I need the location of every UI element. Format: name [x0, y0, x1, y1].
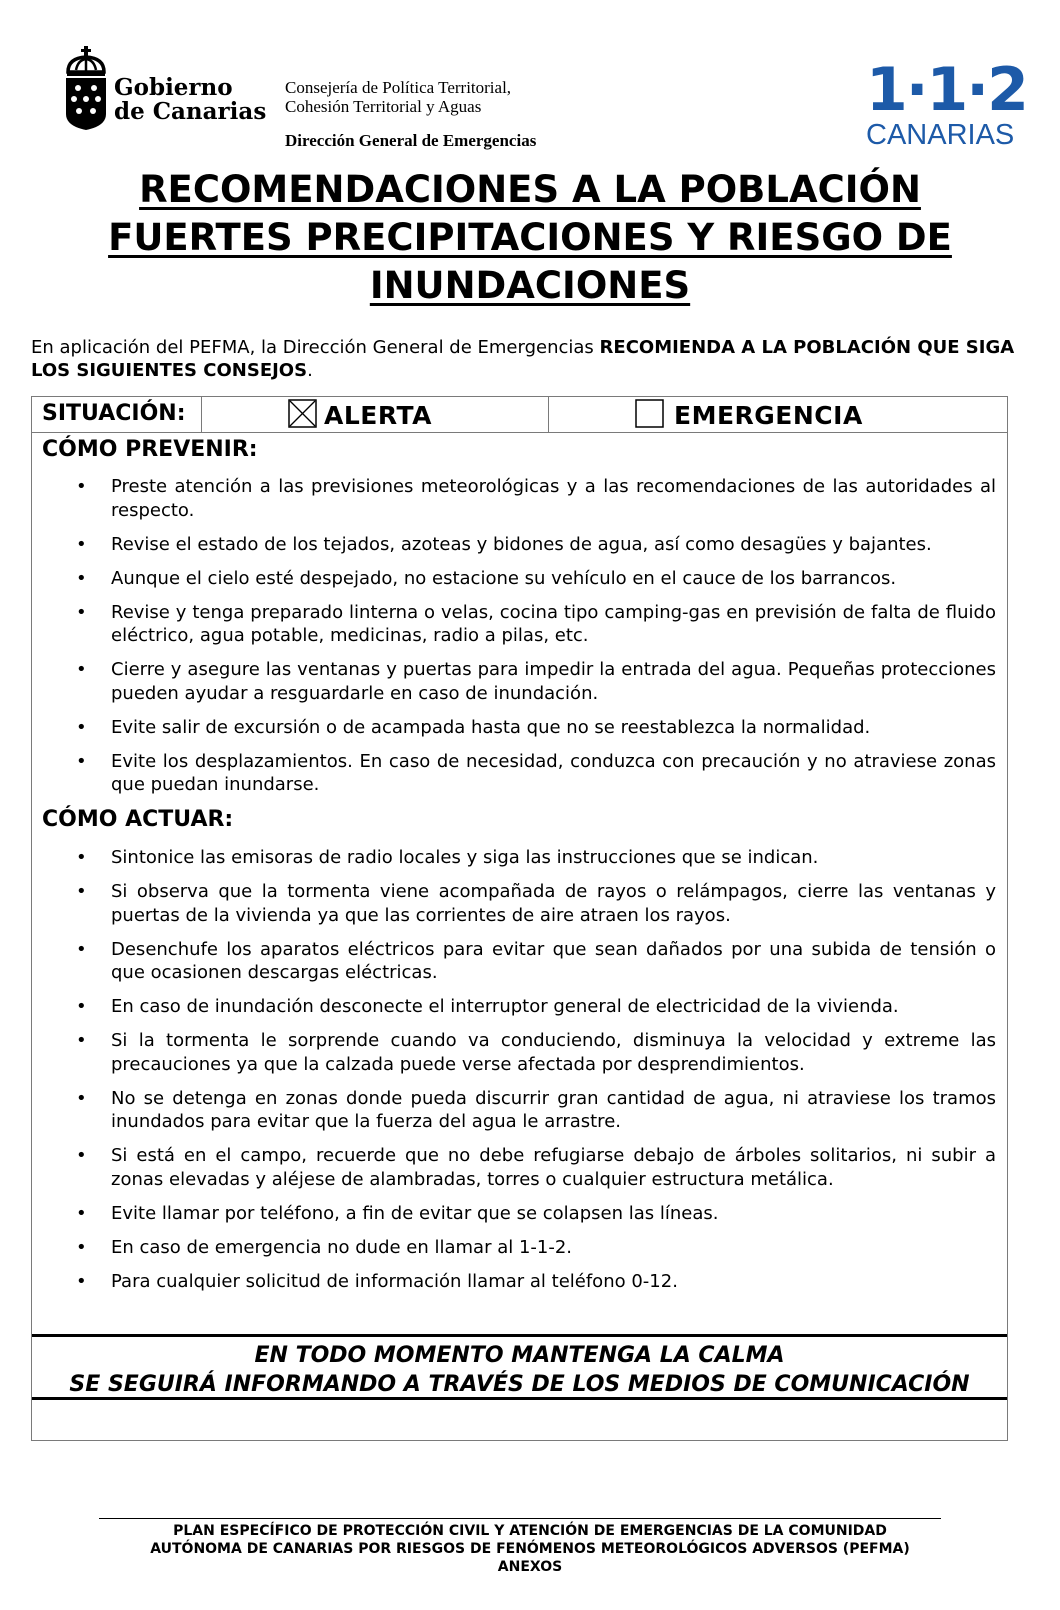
list-item: • Revise el estado de los tejados, azoteas y bidones de agua, así como desagües y bajantes.	[32, 533, 1007, 557]
title-line3: INUNDACIONES	[369, 264, 691, 307]
logo-112	[866, 55, 1027, 151]
page-footer	[60, 1522, 1000, 1576]
list-item: • Para cualquier solicitud de información llamar al teléfono 0-12.	[32, 1270, 1007, 1294]
list-item: • Evite salir de excursión o de acampada hasta que no se reestablezca la normalidad.	[32, 716, 1007, 740]
intro-normal: En aplicación del PEFMA, la Dirección General de Emergencias	[31, 337, 600, 358]
actuar-title: CÓMO ACTUAR:	[42, 807, 234, 832]
list-item: • Preste atención a las previsiones meteorológicas y a las recomendaciones de las autoridades al respecto.	[32, 475, 1007, 522]
prevenir-title: CÓMO PREVENIR:	[42, 437, 258, 462]
list-item: • Evite llamar por teléfono, a fin de evitar que se colapsen las líneas.	[32, 1202, 1007, 1226]
list-item: • Revise y tenga preparado linterna o velas, cocina tipo camping-gas en previsión de falta de fluido eléctrico, agua potable, medicinas, radio a pilas, etc.	[32, 601, 1007, 648]
recommendations-box	[31, 396, 1008, 1441]
actuar-list	[32, 846, 1007, 1293]
calm-line1: EN TODO MOMENTO MANTENGA LA CALMA	[254, 1343, 785, 1368]
situation-label-cell	[32, 397, 202, 432]
emergencia-checkbox[interactable]	[635, 399, 664, 428]
page-title	[40, 166, 1020, 310]
direccion-text: Dirección General de Emergencias	[285, 131, 537, 150]
consejeria-line2: Cohesión Territorial y Aguas	[285, 97, 482, 116]
intro-end: .	[307, 360, 313, 381]
list-item: • Evite los desplazamientos. En caso de necesidad, conduzca con precaución y no atraviese zonas que puedan inundarse.	[32, 750, 1007, 797]
list-item: • Cierre y asegure las ventanas y puertas para impedir la entrada del agua. Pequeñas protecciones pueden ayudar a resguardarle en caso de inundación.	[32, 658, 1007, 705]
prevenir-list	[32, 475, 1007, 797]
logo-112-canarias: CANARIAS	[866, 119, 1015, 151]
list-item: • Desenchufe los aparatos eléctricos para evitar que sean dañados por una subida de tensión o que ocasionen descargas eléctricas.	[32, 938, 1007, 985]
list-item: • En caso de emergencia no dude en llamar al 1-1-2.	[32, 1236, 1007, 1260]
gobierno-line2: de Canarias	[114, 98, 267, 125]
alerta-label: ALERTA	[324, 401, 432, 430]
list-item: • Si la tormenta le sorprende cuando va conduciendo, disminuya la velocidad y extreme las precauciones ya que la calzada puede verse afectada por desprendimientos.	[32, 1029, 1007, 1076]
intro-bold: RECOMIENDA A LA POBLACIÓN QUE SIGA LOS SIGUIENTES CONSEJOS	[31, 337, 1015, 381]
alerta-cell[interactable]	[202, 397, 549, 432]
logo-112-number: 1·1·2	[866, 55, 1027, 125]
list-item: • En caso de inundación desconecte el interruptor general de electricidad de la vivienda.	[32, 995, 1007, 1019]
alerta-checkbox[interactable]	[288, 399, 317, 428]
footer-divider	[99, 1518, 941, 1519]
calm-line2: SE SEGUIRÁ INFORMANDO A TRAVÉS DE LOS MEDIOS DE COMUNICACIÓN	[69, 1372, 970, 1397]
intro-paragraph	[31, 336, 1031, 382]
footer-line1: PLAN ESPECÍFICO DE PROTECCIÓN CIVIL Y ATENCIÓN DE EMERGENCIAS DE LA COMUNIDAD	[173, 1523, 887, 1539]
emergencia-cell[interactable]	[549, 397, 1007, 432]
title-line2: FUERTES PRECIPITACIONES Y RIESGO DE	[108, 216, 952, 259]
consejeria-line1: Consejería de Política Territorial,	[285, 78, 512, 97]
list-item: • No se detenga en zonas donde pueda discurrir gran cantidad de agua, ni atraviese los tramos inundados para evitar que la fuerza del agua le arrastre.	[32, 1087, 1007, 1134]
calm-banner	[32, 1334, 1007, 1400]
title-line1: RECOMENDACIONES A LA POBLACIÓN	[139, 168, 921, 211]
footer-line3: ANEXOS	[497, 1559, 563, 1575]
gobierno-line1: Gobierno	[114, 74, 233, 101]
consejeria-text	[285, 78, 511, 116]
list-item: • Aunque el cielo esté despejado, no estacione su vehículo en el cauce de los barrancos.	[32, 567, 1007, 591]
document-header	[0, 0, 1060, 170]
emergencia-label: EMERGENCIA	[674, 401, 863, 430]
situation-label: SITUACIÓN:	[42, 401, 186, 426]
list-item: • Si observa que la tormenta viene acompañada de rayos o relámpagos, cierre las ventanas y puertas de la vivienda ya que las corrientes de aire atraen los rayos.	[32, 880, 1007, 927]
list-item: • Si está en el campo, recuerde que no debe refugiarse debajo de árboles solitarios, ni subir a zonas elevadas y aléjese de alambradas, torres o cualquier estructura metálica.	[32, 1144, 1007, 1191]
gobierno-logo-text	[114, 76, 266, 124]
footer-line2: AUTÓNOMA DE CANARIAS POR RIESGOS DE FENÓMENOS METEOROLÓGICOS ADVERSOS (PEFMA)	[150, 1541, 910, 1557]
list-item: • Sintonice las emisoras de radio locales y siga las instrucciones que se indican.	[32, 846, 1007, 870]
coat-of-arms-icon	[62, 46, 110, 132]
situation-row	[32, 397, 1007, 433]
